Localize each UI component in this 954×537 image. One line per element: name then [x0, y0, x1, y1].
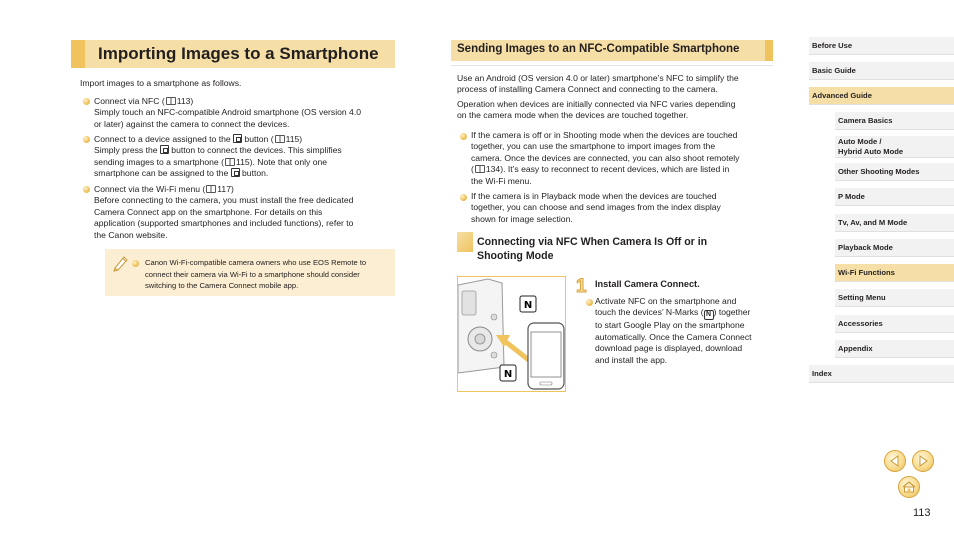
bullet-icon — [132, 260, 139, 267]
previous-page-button[interactable] — [884, 450, 906, 472]
bullet-icon — [586, 299, 593, 306]
step-text: Activate NFC on the smartphone and touch the devices’ N-Marks ( N ) together to start Google Play on the smartphone automatically. Once the Camera Connect download page is displayed, download and install the app. — [595, 296, 752, 365]
bullet-icon — [83, 98, 90, 105]
nav-other-shooting-modes[interactable]: Other Shooting Modes — [835, 163, 954, 181]
title-accent — [71, 40, 85, 68]
nav-auto-mode[interactable]: Auto Mode / Hybrid Auto Mode — [835, 136, 954, 158]
page-ref-icon — [475, 165, 485, 173]
page-ref-icon — [225, 158, 235, 166]
bullet-icon — [83, 186, 90, 193]
page-link[interactable]: 115). Note that only one — [235, 156, 328, 167]
list-item: Connect via NFC ( 113) Simply touch an NFC-compatible Android smartphone (OS version 4.0 or later) against the camera to connect the devices. — [94, 96, 362, 129]
nav-appendix[interactable]: Appendix — [835, 340, 954, 358]
note-text: Canon Wi-Fi-compatible camera owners who use EOS Remote to connect their camera via Wi-Fi to a smartphone should consider switching to the Camera Connect mobile app. — [145, 258, 367, 291]
smartphone-button-icon — [231, 168, 240, 177]
bullet-icon — [460, 194, 467, 201]
n-mark-label: N — [503, 369, 513, 380]
page-ref-icon — [166, 97, 176, 105]
bullet-icon — [83, 136, 90, 143]
page-number: 113 — [913, 507, 931, 519]
pencil-icon — [112, 254, 130, 272]
nav-camera-basics[interactable]: Camera Basics — [835, 112, 954, 130]
subheading-accent — [457, 232, 473, 252]
nav-p-mode[interactable]: P Mode — [835, 188, 954, 206]
page-ref-icon — [206, 185, 216, 193]
nav-index[interactable]: Index — [809, 365, 954, 383]
list-item: Connect to a device assigned to the button ( 115) Simply press the button to connect the devices. This simplifies sending images to a smartphone ( 115). Note that only one smartphone can be assigned to the button. — [94, 134, 342, 179]
nav-basic-guide[interactable]: Basic Guide — [809, 62, 954, 80]
list-item: Connect via the Wi-Fi menu ( 117) Before connecting to the camera, you must install the free dedicated Camera Connect app on the smartphone. For details on this application (supported smartphones and included functions), refer to the Canon website. — [94, 184, 354, 240]
arrow-right-icon — [913, 451, 933, 471]
nav-tv-av-m-mode[interactable]: Tv, Av, and M Mode — [835, 214, 954, 232]
n-mark-label: N — [523, 300, 533, 311]
page-link[interactable]: 134). It’s easy to reconnect to recent devices, which are listed in — [485, 164, 730, 175]
page-title-bar — [71, 40, 395, 68]
illustration-graphic — [458, 277, 566, 392]
smartphone-button-icon — [233, 134, 242, 143]
section-title-bar — [451, 40, 773, 61]
page-title: Importing Images to a Smartphone — [98, 44, 379, 63]
home-button[interactable] — [898, 476, 920, 498]
divider — [451, 65, 773, 66]
nav-wifi-functions[interactable]: Wi-Fi Functions — [835, 264, 954, 282]
list-item: If the camera is in Playback mode when the devices are touched together, you can choose and send images from the index display shown for image selection. — [471, 191, 721, 224]
camera-smartphone-illustration — [457, 276, 566, 392]
home-icon — [899, 477, 919, 497]
smartphone-button-icon — [160, 145, 169, 154]
page-link[interactable]: 115) — [285, 134, 303, 144]
next-page-button[interactable] — [912, 450, 934, 472]
nav-before-use[interactable]: Before Use — [809, 37, 954, 55]
section-title: Sending Images to an NFC-Compatible Smartphone — [457, 43, 740, 55]
paragraph: Operation when devices are initially connected via NFC varies depending on the camera mode when the devices are touched together. — [457, 99, 736, 121]
section-accent — [765, 40, 773, 61]
nav-accessories[interactable]: Accessories — [835, 315, 954, 333]
intro-text: Import images to a smartphone as follows. — [80, 78, 242, 88]
page-link[interactable]: 113) — [176, 96, 194, 106]
nav-playback-mode[interactable]: Playback Mode — [835, 239, 954, 257]
nav-advanced-guide[interactable]: Advanced Guide — [809, 87, 954, 105]
n-mark-icon: N — [704, 310, 714, 320]
nav-setting-menu[interactable]: Setting Menu — [835, 289, 954, 307]
paragraph: Use an Android (OS version 4.0 or later) smartphone’s NFC to simplify the process of installing Camera Connect and connecting to the camera. — [457, 73, 739, 95]
page-link[interactable]: 117) — [217, 184, 234, 194]
note-box — [105, 249, 395, 296]
step-number: 1 — [576, 276, 587, 297]
list-item: If the camera is off or in Shooting mode when the devices are touched together, you can use the smartphone to import images from the camera. Once the devices are connected, you can also shoot remotely ( 134). It’s easy to reconnect to recent devices, which are listed in the Wi-Fi menu. — [471, 130, 740, 186]
page-ref-icon — [275, 135, 285, 143]
step-title: Install Camera Connect. — [595, 279, 700, 289]
subheading: Connecting via NFC When Camera Is Off or in Shooting Mode — [457, 232, 767, 264]
arrow-left-icon — [885, 451, 905, 471]
bullet-icon — [460, 133, 467, 140]
